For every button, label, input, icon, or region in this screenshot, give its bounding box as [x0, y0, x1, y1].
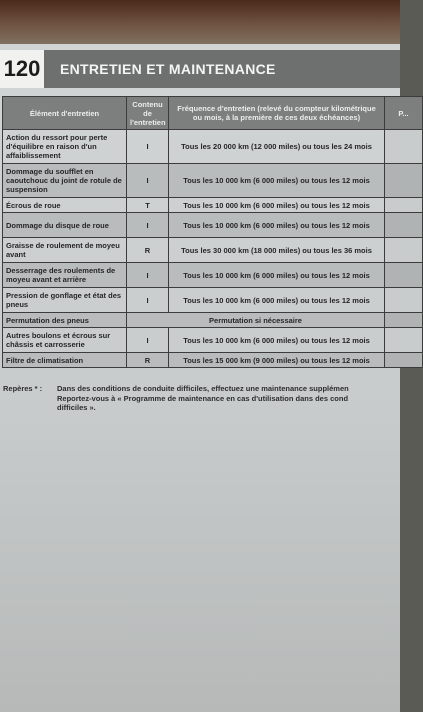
row-contenu: I	[127, 288, 169, 313]
row-element: Desserrage des roulements de moyeu avant et arrière	[3, 263, 127, 288]
row-element: Écrous de roue	[3, 198, 127, 213]
table-row	[3, 353, 423, 368]
row-contenu: I	[127, 263, 169, 288]
table-row	[3, 313, 423, 328]
row-element: Autres boulons et écrous sur châssis et carrosserie	[3, 328, 127, 353]
column-header-extra: P...	[385, 97, 423, 130]
row-frequence: Tous les 30 000 km (18 000 miles) ou tous les 36 mois	[169, 238, 385, 263]
row-frequence: Tous les 20 000 km (12 000 miles) ou tous les 24 mois	[169, 130, 385, 164]
column-header-frequence: Fréquence d'entretien (relevé du compteur kilométrique ou mois, à la première de ces deux échéances)	[169, 97, 385, 130]
row-frequence: Tous les 15 000 km (9 000 miles) ou tous les 12 mois	[169, 353, 385, 368]
maintenance-table	[2, 96, 423, 368]
row-contenu: I	[127, 328, 169, 353]
row-element: Dommage du soufflet en caoutchouc du joint de rotule de suspension	[3, 164, 127, 198]
row-extra-cell	[385, 353, 423, 368]
row-extra-cell	[385, 328, 423, 353]
section-title: ENTRETIEN ET MAINTENANCE	[60, 61, 276, 77]
row-element: Action du ressort pour perte d'équilibre en raison d'un affaiblissement	[3, 130, 127, 164]
row-frequence: Tous les 10 000 km (6 000 miles) ou tous les 12 mois	[169, 328, 385, 353]
table-row	[3, 328, 423, 353]
footnote-label: Repères * :	[3, 384, 43, 393]
section-header-bar	[0, 50, 400, 88]
table-row	[3, 164, 423, 198]
table-row	[3, 263, 423, 288]
footnote-line-1: Dans des conditions de conduite difficiles, effectuez une maintenance supplémen	[57, 384, 349, 393]
row-frequence: Tous les 10 000 km (6 000 miles) ou tous les 12 mois	[169, 288, 385, 313]
row-frequence: Tous les 10 000 km (6 000 miles) ou tous les 12 mois	[169, 198, 385, 213]
table-row	[3, 198, 423, 213]
column-header-element: Élément d'entretien	[3, 97, 127, 130]
manual-page	[0, 44, 409, 712]
column-header-contenu: Contenu de l'entretien	[127, 97, 169, 130]
table-row	[3, 238, 423, 263]
table-row	[3, 288, 423, 313]
row-element: Graisse de roulement de moyeu avant	[3, 238, 127, 263]
row-element: Permutation des pneus	[3, 313, 127, 328]
row-element: Pression de gonflage et état des pneus	[3, 288, 127, 313]
row-extra-cell	[385, 213, 423, 238]
row-frequence: Tous les 10 000 km (6 000 miles) ou tous les 12 mois	[169, 213, 385, 238]
row-contenu: R	[127, 238, 169, 263]
footnote-line-2: Reportez-vous à « Programme de maintenance en cas d'utilisation dans des cond	[57, 393, 349, 403]
page-number: 120	[0, 50, 44, 88]
footnote	[3, 384, 423, 413]
table-row	[3, 213, 423, 238]
row-extra-cell	[385, 198, 423, 213]
row-contenu: I	[127, 213, 169, 238]
row-contenu: I	[127, 130, 169, 164]
row-extra-cell	[385, 238, 423, 263]
row-extra-cell	[385, 164, 423, 198]
row-frequence: Tous les 10 000 km (6 000 miles) ou tous les 12 mois	[169, 164, 385, 198]
table-header-row	[3, 97, 423, 130]
table-row	[3, 130, 423, 164]
row-element: Filtre de climatisation	[3, 353, 127, 368]
row-extra-cell	[385, 130, 423, 164]
row-element: Dommage du disque de roue	[3, 213, 127, 238]
row-span-frequence: Permutation si nécessaire	[127, 313, 385, 328]
row-extra-cell	[385, 288, 423, 313]
row-extra-cell	[385, 313, 423, 328]
row-frequence: Tous les 10 000 km (6 000 miles) ou tous les 12 mois	[169, 263, 385, 288]
row-extra-cell	[385, 263, 423, 288]
row-contenu: I	[127, 164, 169, 198]
row-contenu: R	[127, 353, 169, 368]
row-contenu: T	[127, 198, 169, 213]
footnote-line-3: difficiles ».	[57, 403, 96, 412]
